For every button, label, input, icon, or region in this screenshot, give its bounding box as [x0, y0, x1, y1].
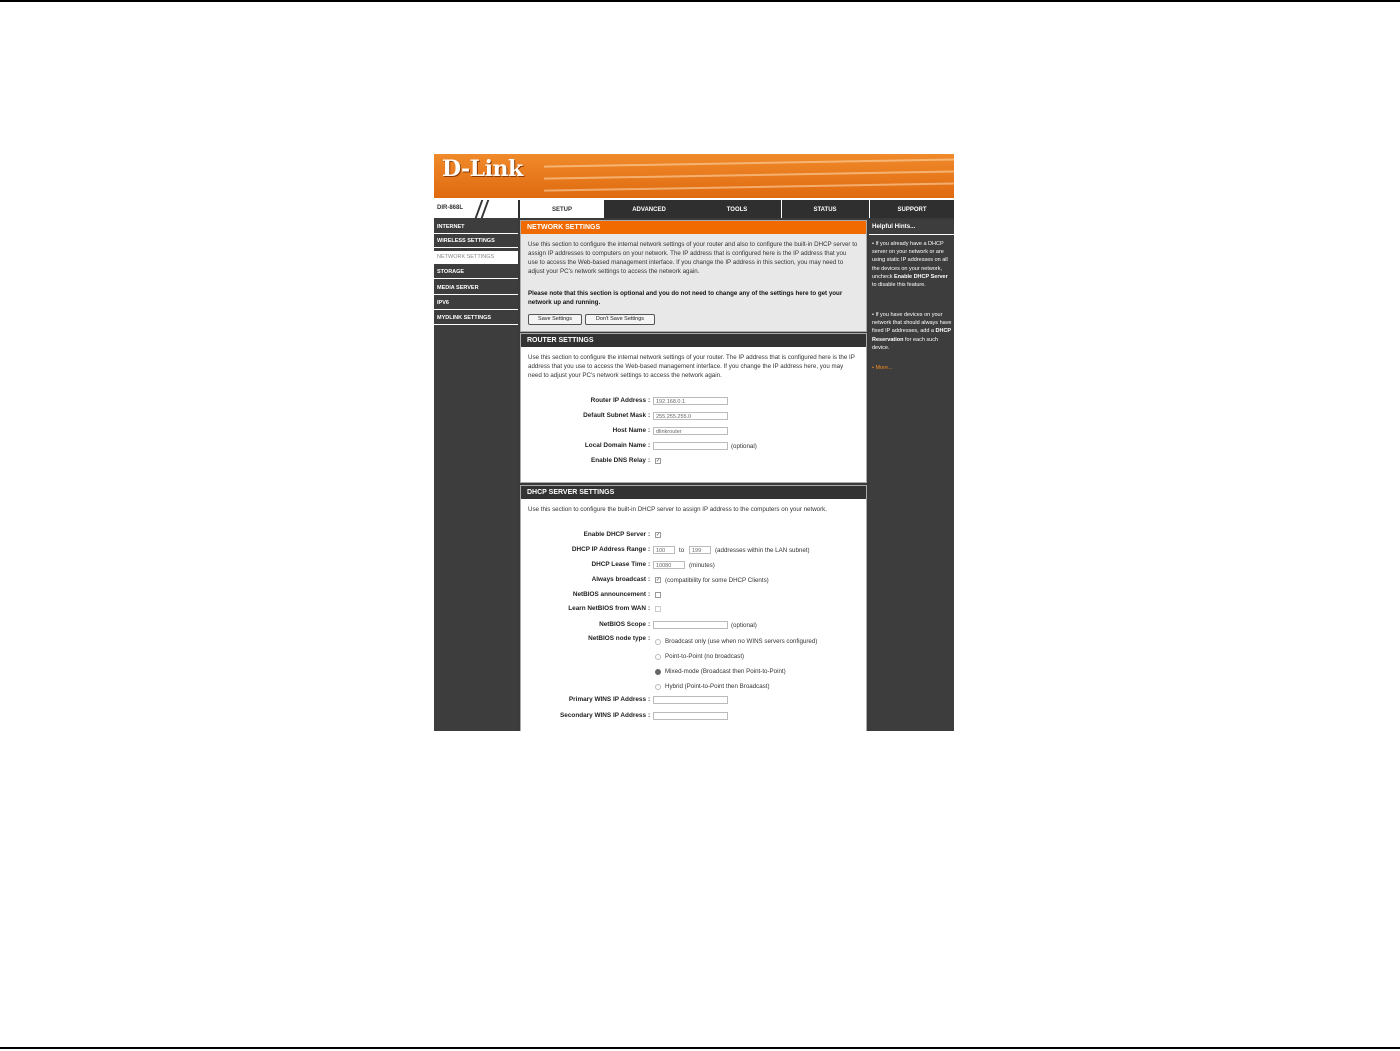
host-name-label: Host Name — [612, 427, 646, 434]
panel-description: Use this section to configure the internal network settings of your router and also to configure the built-in DHCP server to assign IP addresses to computers on your network. The IP address that is configured here is the IP address that you use to access the Web-based management interface. If you change the IP address in this section, you may need to adjust your PC's network settings to access the network again. — [528, 241, 858, 275]
label-colon: : — [648, 712, 651, 719]
secondary-wins-label: Secondary WINS IP Address — [560, 712, 646, 719]
optional-note: (optional) — [731, 622, 757, 629]
model-name: DIR-868L — [437, 205, 464, 211]
node-type-option: Point-to-Point (no broadcast) — [665, 653, 745, 660]
hint-text: for each such device. — [872, 336, 939, 351]
sidebar-item-storage[interactable]: STORAGE — [434, 266, 518, 279]
host-name-input[interactable]: dlinkrouter — [653, 427, 728, 435]
dhcp-range-start-input[interactable]: 100 — [653, 546, 675, 554]
dns-relay-checkbox[interactable]: ✓ — [656, 458, 661, 464]
helpful-hints-panel — [869, 220, 954, 731]
router-settings-panel — [520, 333, 867, 483]
subnet-mask-input[interactable]: 255.255.255.0 — [653, 412, 728, 420]
node-type-radio-hybrid[interactable] — [655, 684, 661, 690]
label-colon: : — [648, 546, 651, 553]
node-type-radio-p2p[interactable] — [655, 654, 661, 660]
network-settings-panel — [520, 220, 867, 332]
save-settings-button[interactable]: Save Settings — [528, 314, 582, 325]
tab-setup[interactable]: SETUP — [520, 200, 604, 218]
sidebar-item-network-settings[interactable]: NETWORK SETTINGS — [434, 251, 518, 264]
sidebar-item-internet[interactable]: INTERNET — [434, 221, 518, 234]
netbios-announcement-label: NetBIOS announcement — [572, 591, 646, 598]
label-colon: : — [648, 427, 651, 434]
label-colon: : — [648, 696, 651, 703]
lease-time-label: DHCP Lease Time — [591, 561, 646, 568]
panel-title: DHCP SERVER SETTINGS — [521, 486, 866, 499]
page-bottom-rule — [0, 1047, 1400, 1049]
router-ip-label: Router IP Address — [590, 397, 646, 404]
label-colon: : — [648, 621, 651, 628]
range-note: (addresses within the LAN subnet) — [715, 547, 810, 554]
netbios-scope-input[interactable] — [653, 621, 728, 629]
sidebar — [434, 218, 518, 731]
panel-description: Use this section to configure the built-in DHCP server to assign IP address to the computers on your network. — [528, 506, 827, 513]
main-content — [520, 220, 867, 731]
header-banner — [434, 154, 954, 198]
banner-stripe — [544, 170, 954, 179]
label-colon: : — [648, 561, 651, 568]
hints-divider — [869, 234, 954, 235]
label-colon: : — [648, 397, 651, 404]
netbios-wan-label: Learn NetBIOS from WAN — [568, 605, 646, 612]
subnet-mask-label: Default Subnet Mask — [583, 412, 646, 419]
sidebar-item-wireless-settings[interactable]: WIRELESS SETTINGS — [434, 235, 518, 248]
top-nav — [434, 200, 954, 218]
hint-emphasis: Enable DHCP Server — [894, 273, 948, 280]
router-ip-input[interactable]: 192.168.0.1 — [653, 397, 728, 405]
secondary-wins-input[interactable] — [653, 712, 728, 720]
dlink-logo: D-Link — [442, 156, 523, 182]
sidebar-item-mydlink-settings[interactable]: MYDLINK SETTINGS — [434, 312, 518, 325]
more-link-text[interactable]: More... — [875, 365, 893, 371]
hint-text: to disable this feature. — [872, 282, 926, 289]
dns-relay-label: Enable DNS Relay — [590, 457, 646, 464]
label-colon: : — [648, 531, 651, 538]
netbios-scope-label: NetBIOS Scope — [599, 621, 646, 628]
panel-title: NETWORK SETTINGS — [521, 221, 866, 234]
hint-emphasis: DHCP Reservation — [872, 328, 951, 343]
hint-dhcp-reservation — [872, 311, 952, 352]
optional-note: (optional) — [731, 443, 757, 450]
dhcp-range-label: DHCP IP Address Range — [571, 546, 646, 553]
page-top-rule — [0, 0, 1400, 2]
node-type-radio-mixed[interactable] — [655, 669, 661, 675]
range-to-text: to — [679, 547, 685, 554]
lease-time-input[interactable]: 10080 — [653, 561, 685, 569]
enable-dhcp-checkbox[interactable]: ✓ — [656, 532, 661, 538]
node-type-option: Hybrid (Point-to-Point then Broadcast) — [665, 683, 770, 690]
netbios-announcement-checkbox[interactable] — [655, 592, 661, 598]
hints-title: Helpful Hints... — [872, 223, 916, 230]
lease-time-unit: (minutes) — [689, 562, 715, 569]
always-broadcast-label: Always broadcast — [591, 576, 646, 583]
dont-save-settings-button[interactable]: Don't Save Settings — [585, 314, 655, 325]
netbios-wan-checkbox[interactable] — [655, 606, 661, 612]
hint-text: If you have devices on your network that should always have fixed IP addresses, add a — [872, 312, 952, 335]
panel-description: Use this section to configure the internal network settings of your router. The IP address that is configured here is the IP address that you use to access the Web-based management interface. If you change the IP address here, you may need to adjust your PC's network settings to access the network again. — [528, 354, 855, 379]
banner-stripe — [544, 158, 954, 167]
hint-dhcp-server — [872, 240, 952, 289]
sidebar-item-ipv6[interactable]: IPV6 — [434, 297, 518, 310]
hint-bullet-icon: • — [872, 312, 876, 318]
node-type-radio-broadcast[interactable] — [655, 639, 661, 645]
model-badge — [434, 200, 518, 218]
label-colon: : — [648, 576, 651, 583]
sidebar-item-media-server[interactable]: MEDIA SERVER — [434, 282, 518, 295]
more-link[interactable]: • More... — [872, 365, 893, 371]
netbios-node-type-label: NetBIOS node type — [588, 635, 646, 642]
label-colon: : — [648, 635, 651, 642]
label-colon: : — [648, 591, 651, 598]
hint-text: If you already have a DHCP server on your network or are using static IP addresses on all the devices on your network, uncheck — [872, 241, 948, 280]
dhcp-range-end-input[interactable]: 199 — [689, 546, 711, 554]
label-colon: : — [648, 605, 651, 612]
primary-wins-label: Primary WINS IP Address — [568, 696, 646, 703]
label-colon: : — [648, 442, 651, 449]
broadcast-note: (compatibility for some DHCP Clients) — [665, 577, 769, 584]
hint-bullet-icon: • — [872, 241, 876, 247]
tab-status[interactable]: STATUS — [813, 207, 837, 213]
label-colon: : — [648, 412, 651, 419]
local-domain-input[interactable] — [653, 442, 728, 450]
banner-stripe — [544, 182, 954, 191]
enable-dhcp-label: Enable DHCP Server — [583, 531, 646, 538]
dhcp-server-settings-panel — [520, 485, 867, 731]
router-admin-screenshot — [434, 154, 954, 731]
panel-title: ROUTER SETTINGS — [521, 334, 866, 347]
always-broadcast-checkbox[interactable]: ✓ — [656, 577, 661, 583]
tab-advanced[interactable]: ADVANCED — [632, 207, 666, 213]
primary-wins-input[interactable] — [653, 696, 728, 704]
node-type-option: Broadcast only (use when no WINS servers configured) — [665, 638, 818, 645]
label-colon: : — [648, 457, 651, 464]
local-domain-label: Local Domain Name — [584, 442, 646, 449]
tab-support[interactable]: SUPPORT — [897, 207, 927, 213]
panel-note: Please note that this section is optional and you do not need to change any of the settings here to get your network up and running. — [528, 290, 843, 306]
node-type-option: Mixed-mode (Broadcast then Point-to-Point) — [665, 668, 786, 675]
tab-tools[interactable]: TOOLS — [726, 207, 748, 213]
